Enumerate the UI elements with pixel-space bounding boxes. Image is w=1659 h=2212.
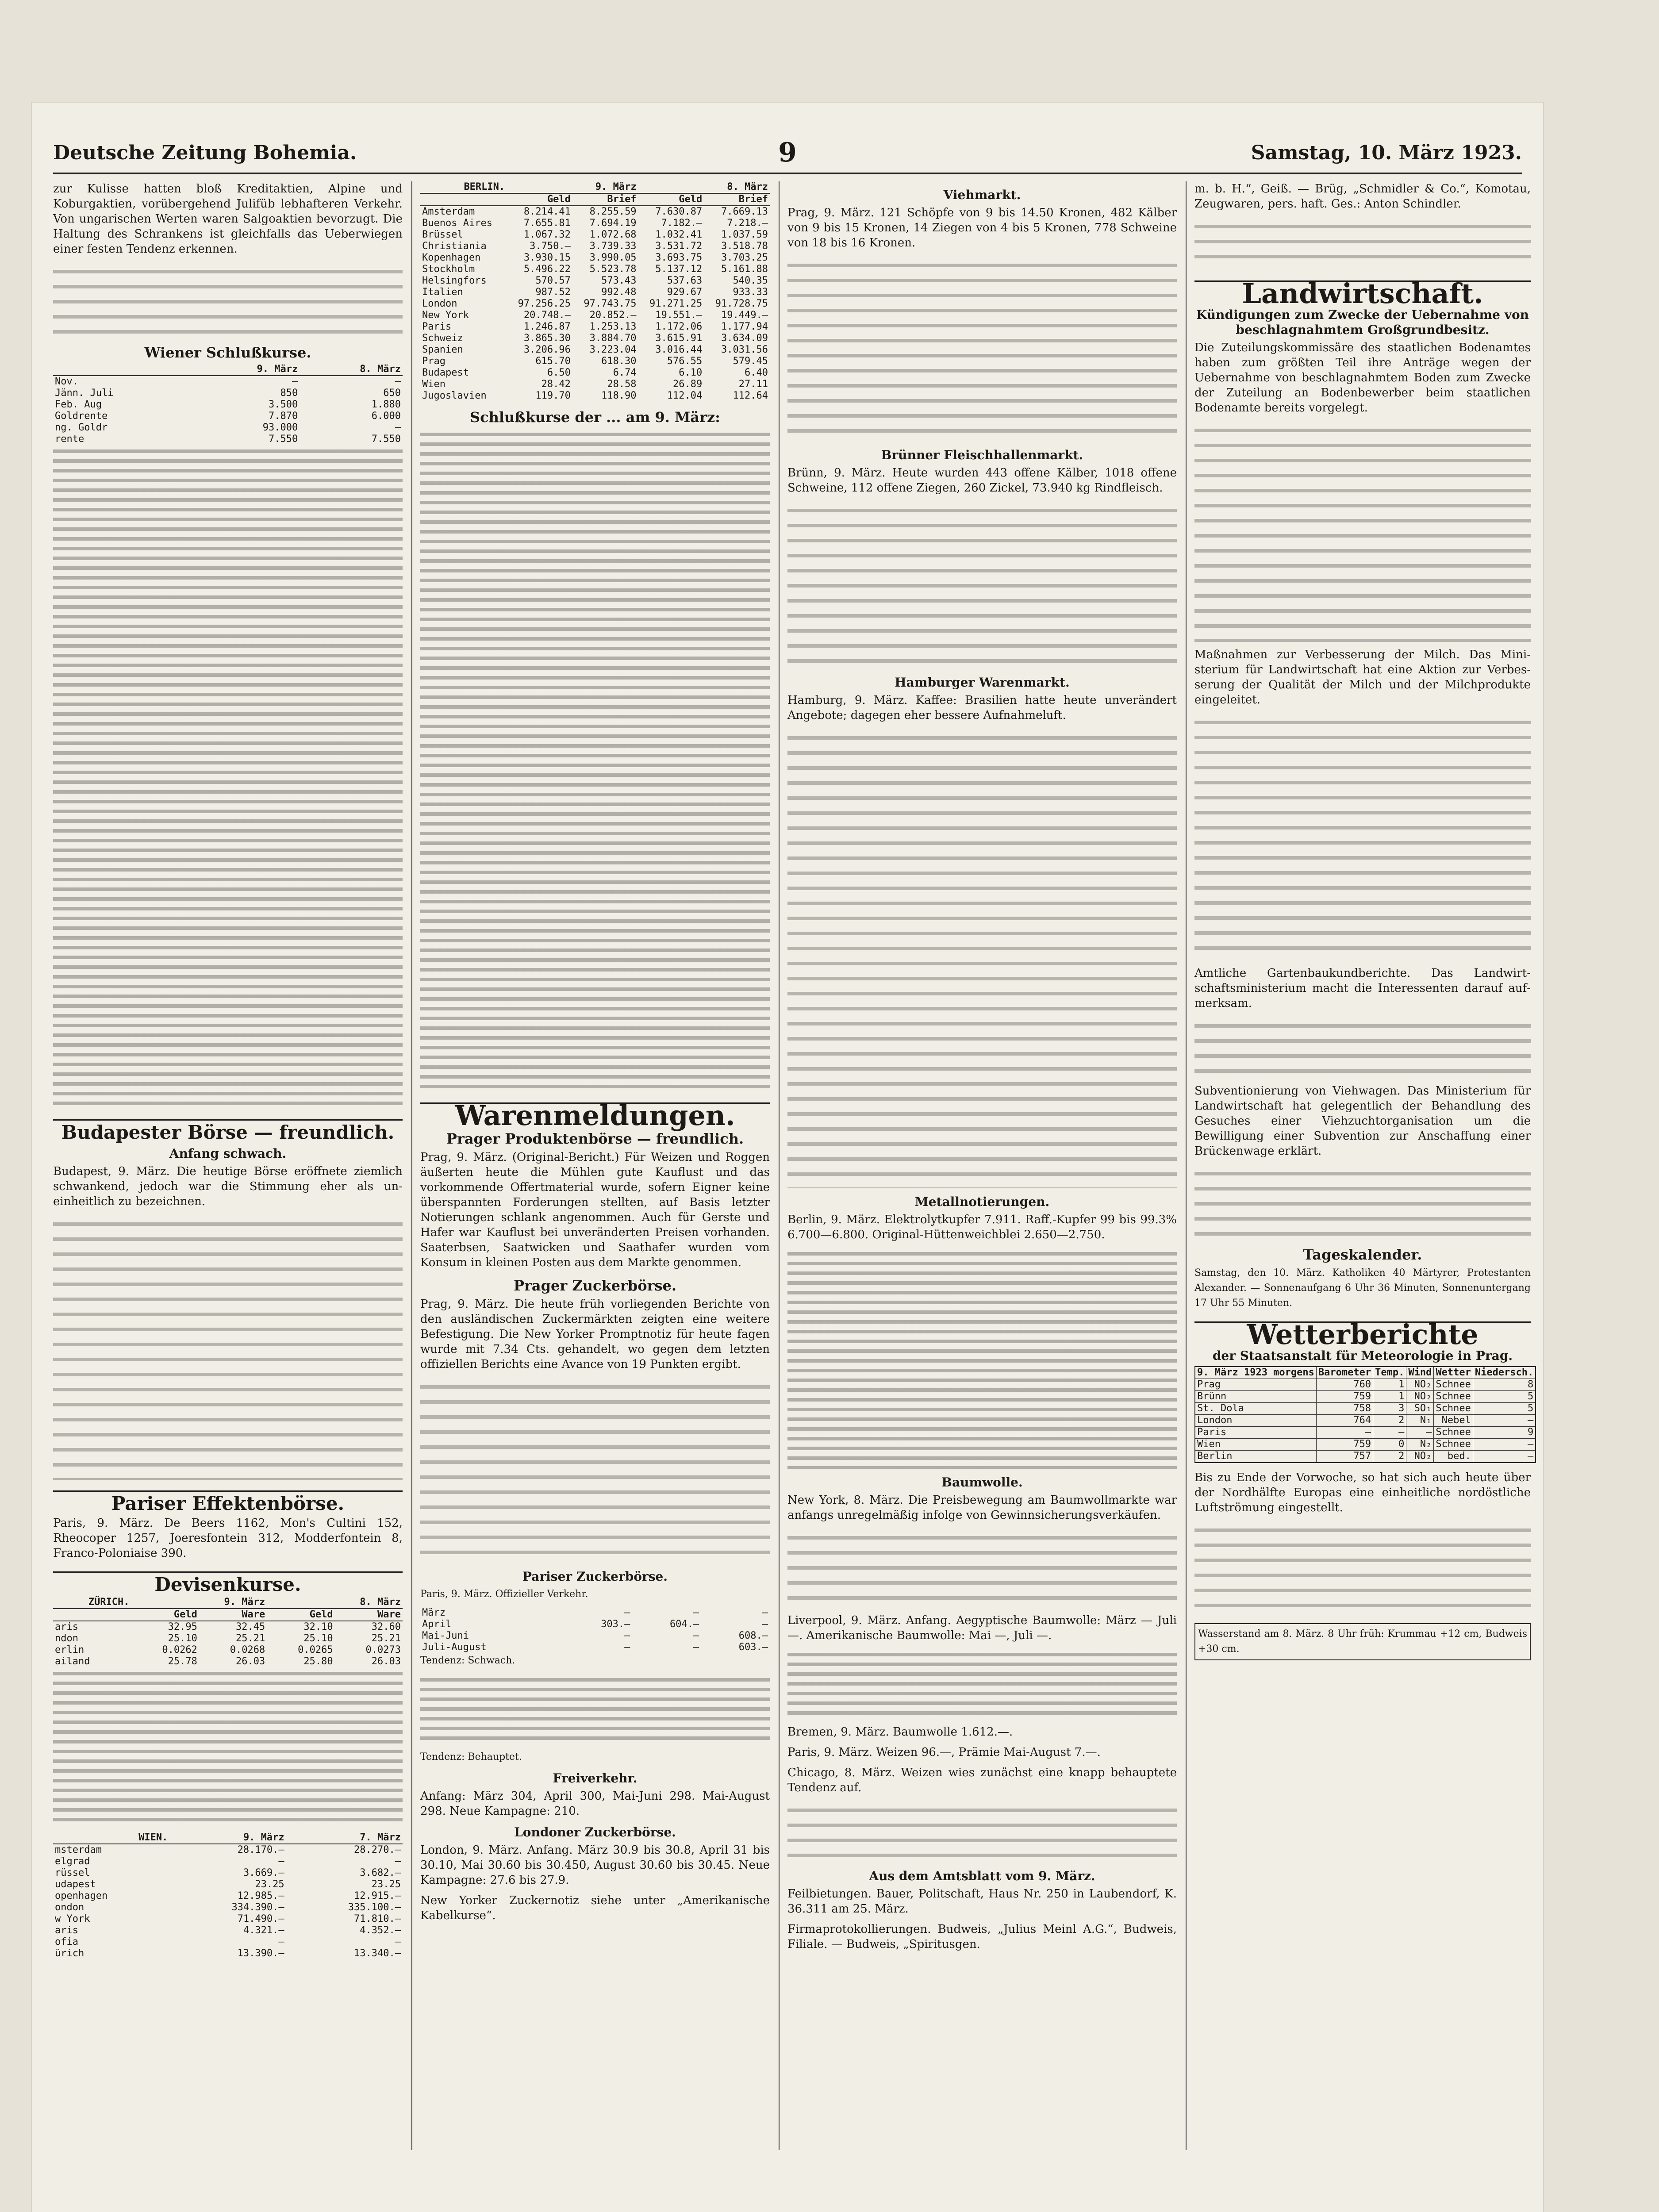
article-text: Bis zu Ende der Vorwoche, so hat sich auch heute über der Nordhälfte Europas eine einheitliche nordöstliche Luftströmung eingestellt.: [1194, 1471, 1531, 1514]
article-text: Prag, 9. März. 121 Schöpfe von 9 bis 14.50 Kronen, 482 Kälber von 9 bis 15 Kronen, 14 Ziegen von 4 bis 5 Kronen, 778 Schweine von 18 bis 16 Kronen.: [787, 206, 1177, 250]
table-row: rente 7.550 7.550: [55, 434, 401, 445]
article-text: Wasserstand am 8. März. 8 Uhr früh: Krummau +12 cm, Budweis +30 cm.: [1194, 1623, 1531, 1660]
table-row: Kopenhagen 3.930.15 3.990.05 3.693.75 3.703.25: [422, 252, 768, 263]
table-row: Jugoslavien 119.70 118.90 112.04 112.64: [422, 390, 768, 401]
table-row: Prag 615.70 618.30 576.55 579.45: [422, 356, 768, 367]
table-row: Juli-August — — 603.—: [422, 1642, 768, 1653]
section-title: Wetterberichte: [1194, 1321, 1531, 1342]
wien-table: WIEN. 9. März 7. März msterdam 28.170.— 28.270.— elgrad — — rüssel 3.669.— 3.682.— udapest 23.25 23.25 openhagen 12.985.— 12.915.— ondon 334.390.— 335.100.— w York 71.490.— 71.810.— aris 4.321.— 4.352.— ofia — — ürich 13.390.— 13.340.—: [53, 1832, 403, 1959]
table-row: Brünn 759 1 NO₂ Schnee 5: [1195, 1391, 1536, 1403]
quotation-list: [420, 1674, 770, 1744]
table-row: Budapest 6.50 6.74 6.10 6.40: [422, 367, 768, 378]
table-row: elgrad — —: [55, 1856, 401, 1867]
table-row: Schweiz 3.865.30 3.884.70 3.615.91 3.634.09: [422, 333, 768, 344]
article-text: Die Zuteilungskommissäre des staatlichen Bodenamtes haben zum größten Teil ihre Anträge wegen der Uebernahme von beschlagnahmtem Boden zum Zwecke der Zuteilung an Bodenbewerber beim staatlichen Bodenamte bereits vorgelegt.: [1194, 341, 1531, 415]
section-title: Budapester Börse — freundlich.: [53, 1119, 403, 1140]
section-title: Hamburger Warenmarkt.: [895, 675, 1070, 690]
table-row: aris 4.321.— 4.352.—: [55, 1925, 401, 1936]
text-block: [787, 501, 1177, 669]
section-title: Landwirtschaft.: [1194, 280, 1531, 301]
table-row: ndon 25.10 25.21 25.10 25.21: [55, 1633, 401, 1644]
article-text: Prag, 9. März. (Original-Bericht.) Für Weizen und Roggen äußerten heute die Mühlen gute Kauflust und das vorkommende Offertmaterial wurde, sofern Eigner keine überspannten Forderungen stellten, auf Basis letzter Notierungen schlank angenommen. Auch für Gerste und Hafer war Kauflust bei unveränderten Preisen vorhanden. Saaterbsen, Saatwicken und Saathafer wurden vom Konsum in kleinen Posten aus dem Markte genommen.: [420, 1151, 770, 1269]
article-text: Berlin, 9. März. Elektrolytkupfer 7.911. Raff.-Kupfer 99 bis 99.3% 6.700—6.800. Original-Hüttenweichblei 2.650—2.750.: [787, 1213, 1177, 1241]
table-row: Spanien 3.206.96 3.223.04 3.016.44 3.031.56: [422, 344, 768, 355]
section-title: Brünner Fleischhallenmarkt.: [881, 448, 1083, 462]
table-row: ng. Goldr 93.000 —: [55, 422, 401, 433]
column-rule: [411, 181, 412, 2150]
weather-table: 9. März 1923 morgens Barometer Temp. Wind Wetter Niedersch. Prag 760 1 NO₂ Schnee 8 Brünn 759 1 NO₂ Schnee 5 St. Dola 758 3 SO₁ Schnee 5 London 764 2 N₁ Nebel — Paris — — — Schnee 9 Wien 759 0 N₂ Schnee — Berlin 757 2 NO₂ bed. —: [1194, 1366, 1536, 1463]
table-row: Wien 759 0 N₂ Schnee —: [1195, 1439, 1536, 1451]
section-title: Freiverkehr.: [553, 1771, 637, 1786]
table-row: Buenos Aires 7.655.81 7.694.19 7.182.— 7.218.—: [422, 218, 768, 229]
section-title: Pariser Zuckerbörse.: [522, 1569, 668, 1584]
section-title: Prager Produktenbörse — freundlich.: [446, 1130, 744, 1147]
table-row: erlin 0.0262 0.0268 0.0265 0.0273: [55, 1644, 401, 1655]
table-row: w York 71.490.— 71.810.—: [55, 1913, 401, 1924]
column-4: [1194, 181, 1534, 2150]
column-3: [787, 181, 1177, 2150]
text-block: [1194, 713, 1531, 960]
article-text: Paris, 9. März. Offizieller Verkehr.: [420, 1589, 588, 1600]
wiener-table: 9. März 8. März Nov. — — Jänn. Juli 850 650 Feb. Aug 3.500 1.880 Goldrente 7.870 6.000 ng. Goldr 93.000 — rente 7.550 7.550: [53, 364, 403, 445]
text-block: [787, 728, 1177, 1188]
article-text: Liverpool, 9. März. Anfang. Aegyptische Baumwolle: März — Juli —. Amerikanische Baumwolle: Mai —, Juli —.: [787, 1614, 1177, 1642]
page-number: 9: [778, 137, 797, 168]
article-text: Amtliche Gartenbaukundberichte. Das Landwirtschaftsministerium macht die Interessenten darauf aufmerksam.: [1194, 967, 1531, 1010]
article-text: Anfang: März 304, April 300, Mai-Juni 298. Mai-August 298. Neue Kampagne: 210.: [420, 1790, 770, 1818]
table-row: Helsingfors 570.57 573.43 537.63 540.35: [422, 275, 768, 286]
section-title: Viehmarkt.: [943, 188, 1021, 202]
table-row: Wien 28.42 28.58 26.89 27.11: [422, 379, 768, 390]
table-row: St. Dola 758 3 SO₁ Schnee 5: [1195, 1403, 1536, 1415]
article-text: Budapest, 9. März. Die heutige Börse eröffnete ziemlich schwankend, jedoch war die Stimmung eher als uneinheitlich zu bezeichnen.: [53, 1165, 403, 1208]
section-subtitle: Anfang schwach.: [169, 1146, 287, 1161]
section-title: Metallnotierungen.: [914, 1194, 1050, 1209]
section-title: Aus dem Amtsblatt vom 9. März.: [869, 1869, 1095, 1883]
table-row: Brüssel 1.067.32 1.072.68 1.032.41 1.037.59: [422, 229, 768, 240]
text-block: [1194, 1164, 1531, 1239]
section-title: Londoner Zuckerbörse.: [514, 1825, 676, 1839]
article-text: Maßnahmen zur Verbesserung der Milch. Das Ministerium für Landwirtschaft hat eine Aktion zur Verbesserung der Qualität der Milch und der Milchprodukte eingeleitet.: [1194, 648, 1531, 707]
table-row: März — — —: [422, 1607, 768, 1618]
table-row: Stockholm 5.496.22 5.523.78 5.137.12 5.161.88: [422, 264, 768, 275]
text-block: [420, 1377, 770, 1563]
article-text: London, 9. März. Anfang. März 30.9 bis 30.8, April 31 bis 30.10, Mai 30.60 bis 30.450, August 30.60 bis 30.45. Neue Kampagne: 27.6 bis 27.9.: [420, 1843, 770, 1887]
section-title: Wiener Schlußkurse.: [144, 344, 311, 361]
table-row: Christiania 3.750.— 3.739.33 3.531.72 3.518.78: [422, 241, 768, 252]
text-block: [787, 1248, 1177, 1469]
table-row: April 303.— 604.— —: [422, 1619, 768, 1630]
article-text: Samstag, den 10. März. Katholiken 40 Märtyrer, Protestanten Alexander. — Sonnenaufgang 6 Uhr 36 Minuten, Sonnenuntergang 17 Uhr 55 Minuten.: [1194, 1267, 1531, 1309]
tendency-text: Tendenz: Behauptet.: [420, 1751, 522, 1763]
table-row: Italien 987.52 992.48 929.67 933.33: [422, 287, 768, 298]
table-row: openhagen 12.985.— 12.915.—: [55, 1890, 401, 1901]
table-row: ailand 25.78 26.03 25.80 26.03: [55, 1656, 401, 1667]
table-row: Amsterdam 8.214.41 8.255.59 7.630.87 7.669.13: [422, 206, 768, 217]
text-block: [53, 262, 403, 337]
masthead: Deutsche Zeitung Bohemia.: [53, 142, 357, 164]
table-row: Paris — — — Schnee 9: [1195, 1427, 1536, 1439]
article-text: Hamburg, 9. März. Kaffee: Brasilien hatte heute unverändert Angebote; dagegen eher bessere Aufnahmeluft.: [787, 694, 1177, 722]
section-subtitle: der Staatsanstalt für Meteorologie in Prag.: [1212, 1348, 1513, 1363]
issue-date: Samstag, 10. März 1923.: [1251, 142, 1522, 164]
article-text: Brünn, 9. März. Heute wurden 443 offene Kälber, 1018 offene Schweine, 112 offene Ziegen, 260 Zickel, 73.940 kg Rindfleisch.: [787, 466, 1177, 495]
berlin-table: BERLIN. 9. März 8. März Geld Brief Geld Brief Amsterdam 8.214.41 8.255.59 7.630.87 7.669.13 Buenos Aires 7.655.81 7.694.19 7.182.— 7.218.— Brüssel 1.067.32 1.072.68 1.032.41 1.037.59 Christiania 3.750.— 3.739.33 3.531.72 3.518.78 Kopenhagen 3.930.15 3.990.05 3.693.75 3.703.25 Stockholm 5.496.22 5.523.78 5.137.12 5.161.88 Helsingfors 570.57 573.43 537.63 540.35 Italien 987.52 992.48 929.67 933.33 London 97.256.25 97.743.75 91.271.25 91.728.75 New York 20.748.— 20.852.— 19.551.— 19.449.— Paris 1.246.87 1.253.13 1.172.06 1.177.94 Schweiz 3.865.30 3.884.70 3.615.91 3.634.09 Spanien 3.206.96 3.223.04 3.016.44 3.031.56 Prag 615.70 618.30 576.55 579.45 Budapest 6.50 6.74 6.10 6.40 Wien 28.42 28.58 26.89 27.11 Jugoslavien 119.70 118.90 112.04 112.64: [420, 181, 770, 402]
article-text: Chicago, 8. März. Weizen wies zunächst eine knapp behauptete Tendenz auf.: [787, 1766, 1177, 1794]
table-row: udapest 23.25 23.25: [55, 1879, 401, 1890]
column-2: [420, 181, 770, 2150]
table-row: ürich 13.390.— 13.340.—: [55, 1948, 401, 1959]
table-row: msterdam 28.170.— 28.270.—: [55, 1844, 401, 1855]
article-text: Paris, 9. März. Weizen 96.—, Prämie Mai-August 7.—.: [787, 1746, 1101, 1759]
table-row: London 97.256.25 97.743.75 91.271.25 91.728.75: [422, 298, 768, 309]
table-row: ondon 334.390.— 335.100.—: [55, 1902, 401, 1913]
quotation-list: [53, 1667, 403, 1827]
section-title: Baumwolle.: [941, 1475, 1023, 1490]
table-row: Prag 760 1 NO₂ Schnee 8: [1195, 1379, 1536, 1391]
section-title: Prager Zuckerbörse.: [514, 1277, 676, 1294]
pariser-zucker-table: [420, 1607, 770, 1653]
text-block: [1194, 1016, 1531, 1078]
text-block: [53, 1214, 403, 1480]
article-text: Feilbietungen. Bauer, Politschaft, Haus Nr. 250 in Laubendorf, K. 36.311 am 25. März.: [787, 1887, 1177, 1916]
article-text: Prag, 9. März. Die heute früh vorliegenden Berichte von den ausländischen Zuckermärkten zeigten eine weitere Befestigung. Die New Yorker Promptnotiz für heute fagen wurde mit 7.34 Cts. gehandelt, wo gegen dem letzten offiziellen Berichts eine Avance von 19 Punkten ergibt.: [420, 1298, 770, 1371]
table-row: aris 32.95 32.45 32.10 32.60: [55, 1621, 401, 1632]
table-row: ofia — —: [55, 1936, 401, 1947]
table-row: Mai-Juni — — 608.—: [422, 1630, 768, 1641]
table-row: Paris 1.246.87 1.253.13 1.172.06 1.177.94: [422, 321, 768, 332]
table-row: Jänn. Juli 850 650: [55, 388, 401, 399]
quotation-list: [420, 428, 770, 1092]
table-row: Feb. Aug 3.500 1.880: [55, 399, 401, 410]
text-block: [1194, 1521, 1531, 1618]
page-header: [53, 133, 1522, 174]
section-title: Schlußkurse der ... am 9. März:: [470, 409, 720, 426]
column-rule: [1186, 181, 1187, 2150]
section-subtitle: Kündigungen zum Zwecke der Uebernahme von beschlagnahmtem Großgrundbesitz.: [1196, 307, 1529, 337]
article-text: Paris, 9. März. De Beers 1162, Mon's Cultini 152, Rheocoper 1257, Joeresfontein 312, Modderfontein 8, Franco-Poloniaise 390.: [53, 1517, 403, 1560]
zurich-table: ZÜRICH. 9. März 8. März Geld Ware Geld Ware aris 32.95 32.45 32.10 32.60 ndon 25.10 25.21 25.10 25.21 erlin 0.0262 0.0268 0.0265 0.0273 ailand 25.78 26.03 25.80 26.03: [53, 1597, 403, 1667]
table-row: Berlin 757 2 NO₂ bed. —: [1195, 1451, 1536, 1463]
article-text: m. b. H.“, Geiß. — Brüg, „Schmidler & Co.“, Komotau, Zeugwaren, pers. haft. Ges.: Anton Schindler.: [1194, 182, 1531, 211]
text-block: [787, 256, 1177, 442]
column-rule: [779, 181, 780, 2150]
text-block: [1194, 217, 1531, 270]
tendency-text: Tendenz: Schwach.: [420, 1655, 515, 1666]
section-title: Devisenkurse.: [53, 1571, 403, 1592]
article-text: Subventionierung von Viehwagen. Das Ministerium für Landwirtschaft hat gelegentlich der Behandlung des Gesuches einer Viehzuchtorganisation um die Bewilligung einer Subvention zur Anschaffung einer Brückenwage erklärt.: [1194, 1084, 1531, 1158]
text-block: [1194, 421, 1531, 642]
text-block: [787, 1801, 1177, 1863]
article-text: New Yorker Zuckernotiz siehe unter „Amerikanische Kabelkurse“.: [420, 1894, 770, 1922]
text-block: [787, 1528, 1177, 1608]
table-row: rüssel 3.669.— 3.682.—: [55, 1867, 401, 1878]
article-text: New York, 8. März. Die Preisbewegung am Baumwollmarkte war anfangs unregelmäßig infolge von Gewinnsicherungsverkäufen.: [787, 1494, 1177, 1522]
text-block: [787, 1648, 1177, 1719]
table-row: New York 20.748.— 20.852.— 19.551.— 19.449.—: [422, 310, 768, 321]
section-title: Tageskalender.: [1303, 1246, 1422, 1263]
table-row: Goldrente 7.870 6.000: [55, 411, 401, 422]
article-text: Firmaprotokollierungen. Budweis, „Julius Meinl A.G.“, Budweis, Filiale. — Budweis, „Spiritusgen.: [787, 1923, 1177, 1951]
column-1: [53, 181, 403, 2150]
quotation-list: [53, 445, 403, 1109]
section-title: Warenmeldungen.: [420, 1102, 770, 1123]
section-title: Pariser Effektenbörse.: [53, 1490, 403, 1511]
article-text: zur Kulisse hatten bloß Kreditaktien, Alpine und Koburgaktien, vorübergehend Julifüb lebhafteren Verkehr. Von ungarischen Werten waren Salgoaktien bevorzugt. Die Haltung des Schrankens ist gleichfalls das Ueberwiegen einer festen Tendenz erkennen.: [53, 182, 403, 256]
table-row: Nov. — —: [55, 376, 401, 387]
article-text: Bremen, 9. März. Baumwolle 1.612.—.: [787, 1725, 1013, 1739]
table-row: London 764 2 N₁ Nebel —: [1195, 1415, 1536, 1427]
